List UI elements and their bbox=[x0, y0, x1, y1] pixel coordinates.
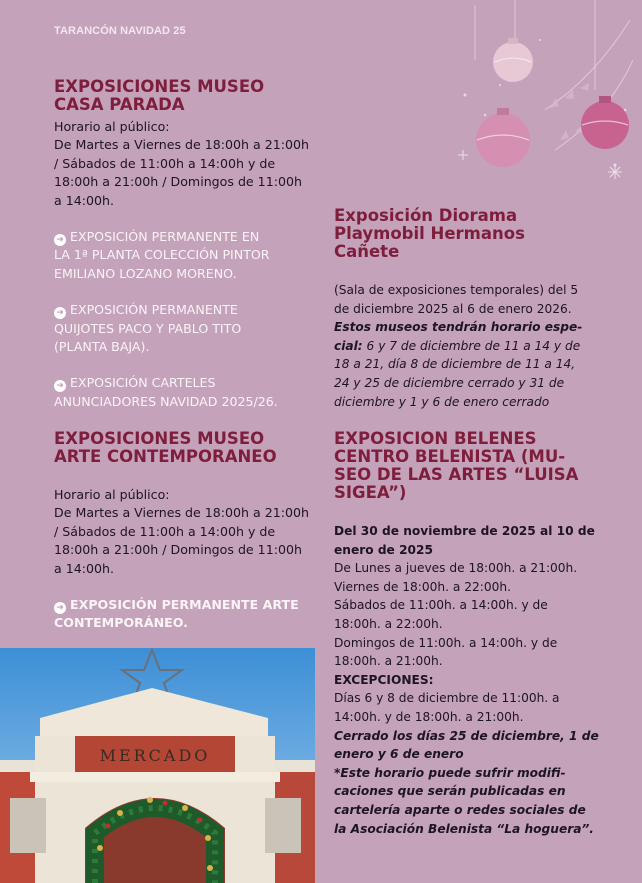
belenes-schedule: De Lunes a jueves de 18:00h. a 21:00h. Viernes de 18:00h. a 22:00h. Sábados de 11:00h. a 14:00h. y de 18:00h. a 22:00h. Domingos de 11:00h. a 14:00h. y de 18:00h. a 21:00h. bbox=[334, 561, 578, 669]
arrow-right-circle-icon: ➜ bbox=[54, 380, 66, 392]
arte-contemporaneo-hours: Horario al público: De Martes a Viernes de 18:00h a 21:00h / Sábados de 11:00h a 14:00h y de 18:00h a 21:00h / Domingos de 11:00h a 14:00h. bbox=[54, 487, 310, 576]
belenes-title: EXPOSICION BELENES CENTRO BELENISTA (MU- SEO DE LAS ARTES “LUISA SIGEA”) bbox=[334, 429, 579, 502]
belenes-exceptions-label: EXCEPCIONES: bbox=[334, 672, 434, 687]
belenes-note: *Este horario puede sufrir modifi- caciones que serán publicadas en cartelería aparte o redes sociales de la Asociación Belenista “La hoguera”. bbox=[334, 765, 594, 836]
page-header: TARANCÓN NAVIDAD 25 bbox=[54, 25, 186, 37]
diorama-title: Exposición Diorama Playmobil Hermanos Cañete bbox=[334, 206, 525, 261]
casa-parada-section bbox=[54, 78, 316, 411]
belenes-dates: Del 30 de noviembre de 2025 al 10 de enero de 2025 bbox=[334, 524, 595, 557]
arrow-right-circle-icon: ➜ bbox=[54, 602, 66, 614]
diorama-section bbox=[334, 207, 602, 411]
belenes-section bbox=[334, 430, 602, 838]
casa-parada-hours: Horario al público: De Martes a Viernes de 18:00h a 21:00h / Sábados de 11:00h a 14:00h y de 18:00h a 21:00h / Domingos de 11:00h a 14:00h. bbox=[54, 119, 310, 208]
arrow-right-circle-icon: ➜ bbox=[54, 307, 66, 319]
casa-parada-title: EXPOSICIONES MUSEO CASA PARADA bbox=[54, 77, 265, 114]
arte-contemporaneo-section bbox=[54, 430, 316, 633]
exhibit-arte-contemporaneo: ➜ EXPOSICIÓN PERMANENTE ARTE CONTEMPORÁNEO. bbox=[54, 597, 299, 631]
exhibit-quijotes: ➜ EXPOSICIÓN PERMANENTE QUIJOTES PACO Y PABLO TITO (PLANTA BAJA). bbox=[54, 302, 242, 355]
mercado-facade-photo bbox=[0, 648, 315, 883]
diorama-special-hours: Estos museos tendrán horario espe- cial: 6 y 7 de diciembre de 11 a 14 y de 18 a 21, día 8 de diciembre de 11 a 14, 24 y 25 de diciembre cerrado y 31 de diciembre y 1 y 6 de enero cerrado bbox=[334, 320, 583, 409]
facade-lettering: MERCADO bbox=[99, 746, 211, 765]
belenes-exceptions: Días 6 y 8 de diciembre de 11:00h. a 14:00h. y de 18:00h. a 21:00h. bbox=[334, 691, 560, 724]
exhibit-carteles: ➜ EXPOSICIÓN CARTELES ANUNCIADORES NAVIDAD 2025/26. bbox=[54, 375, 278, 409]
exhibit-lozano-moreno: ➜ EXPOSICIÓN PERMANENTE EN LA 1ª PLANTA COLECCIÓN PINTOR EMILIANO LOZANO MORENO. bbox=[54, 229, 270, 281]
diorama-venue: (Sala de exposiciones temporales) del 5 de diciembre 2025 al 6 de enero 2026. bbox=[334, 283, 579, 316]
arte-contemporaneo-title: EXPOSICIONES MUSEO ARTE CONTEMPORANEO bbox=[54, 429, 277, 466]
mercado-facade-illustration bbox=[0, 648, 315, 883]
christmas-ornaments-decoration bbox=[455, 0, 642, 200]
arrow-right-circle-icon: ➜ bbox=[54, 234, 66, 246]
belenes-closed-days: Cerrado los días 25 de diciembre, 1 de enero y 6 de enero bbox=[334, 728, 599, 762]
